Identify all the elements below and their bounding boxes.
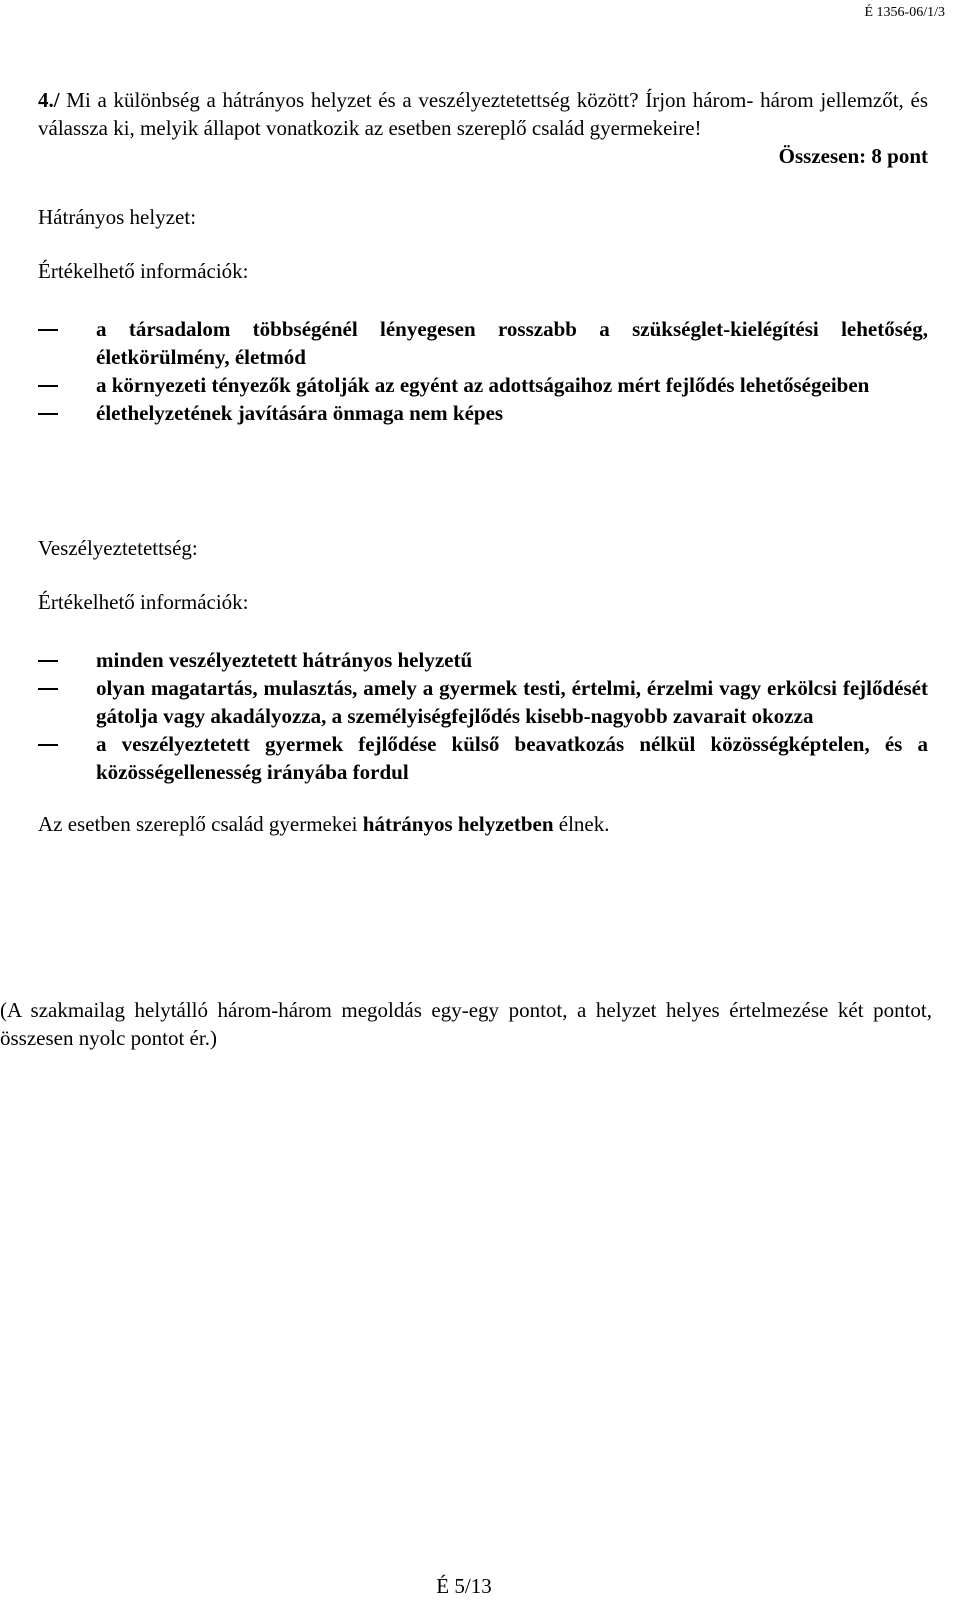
section-title-veszelyeztetettseg: Veszélyeztetettség: [38,536,198,560]
list-item: a környezeti tényezők gátolják az egyént az adottságaihoz mért fejlődés lehetőségeiben [96,373,870,397]
section-title-hatranyos: Hátrányos helyzet: [38,205,197,229]
page-code: É 1356-06/1/3 [864,5,945,20]
list-item: élethelyzetének javítására önmaga nem képes [96,401,504,425]
scoring-note: (A szakmailag helytálló három-három megoldás egy-egy pontot, a helyzet helyes értelmezése két pontot, összesen nyolc pontot ér.) [0,998,932,1050]
list-item: a társadalom többségénél lényegesen rosszabb a szükséglet-kielégítési lehetőség, életkörülmény, életmód [96,317,928,369]
list-item: olyan magatartás, mulasztás, amely a gyermek testi, értelmi, érzelmi vagy erkölcsi fejlődését gátolja vagy akadályozza, a személyiségfejlődés kisebb-nagyobb zavarait okozza [96,676,928,728]
question-points: Összesen: 8 pont [778,144,928,168]
question-block [38,86,928,142]
info-label-2: Értékelhető információk: [38,590,249,614]
list-item: a veszélyeztetett gyermek fejlődése külső beavatkozás nélkül közösségképtelen, és a közösségellenesség irányába fordul [96,732,928,784]
info-label-1: Értékelhető információk: [38,259,249,283]
list-hatranyos [38,315,928,427]
page-number: É 5/13 [436,1574,492,1598]
question-points-row [38,142,928,170]
list-item: minden veszélyeztetett hátrányos helyzetű [96,648,473,672]
conclusion-emphasis: hátrányos helyzetben [362,812,554,836]
conclusion: Az esetben szereplő család gyermekei hátrányos helyzetben élnek. [38,812,610,836]
document-body [38,86,928,838]
question-number: 4./ [38,88,60,112]
list-veszelyeztetettseg [38,646,928,786]
question-text: Mi a különbség a hátrányos helyzet és a veszélyeztetettség között? Írjon három- három jellemzőt, és válassza ki, melyik állapot vonatkozik az esetben szereplő család gyermekeire! [38,88,928,140]
